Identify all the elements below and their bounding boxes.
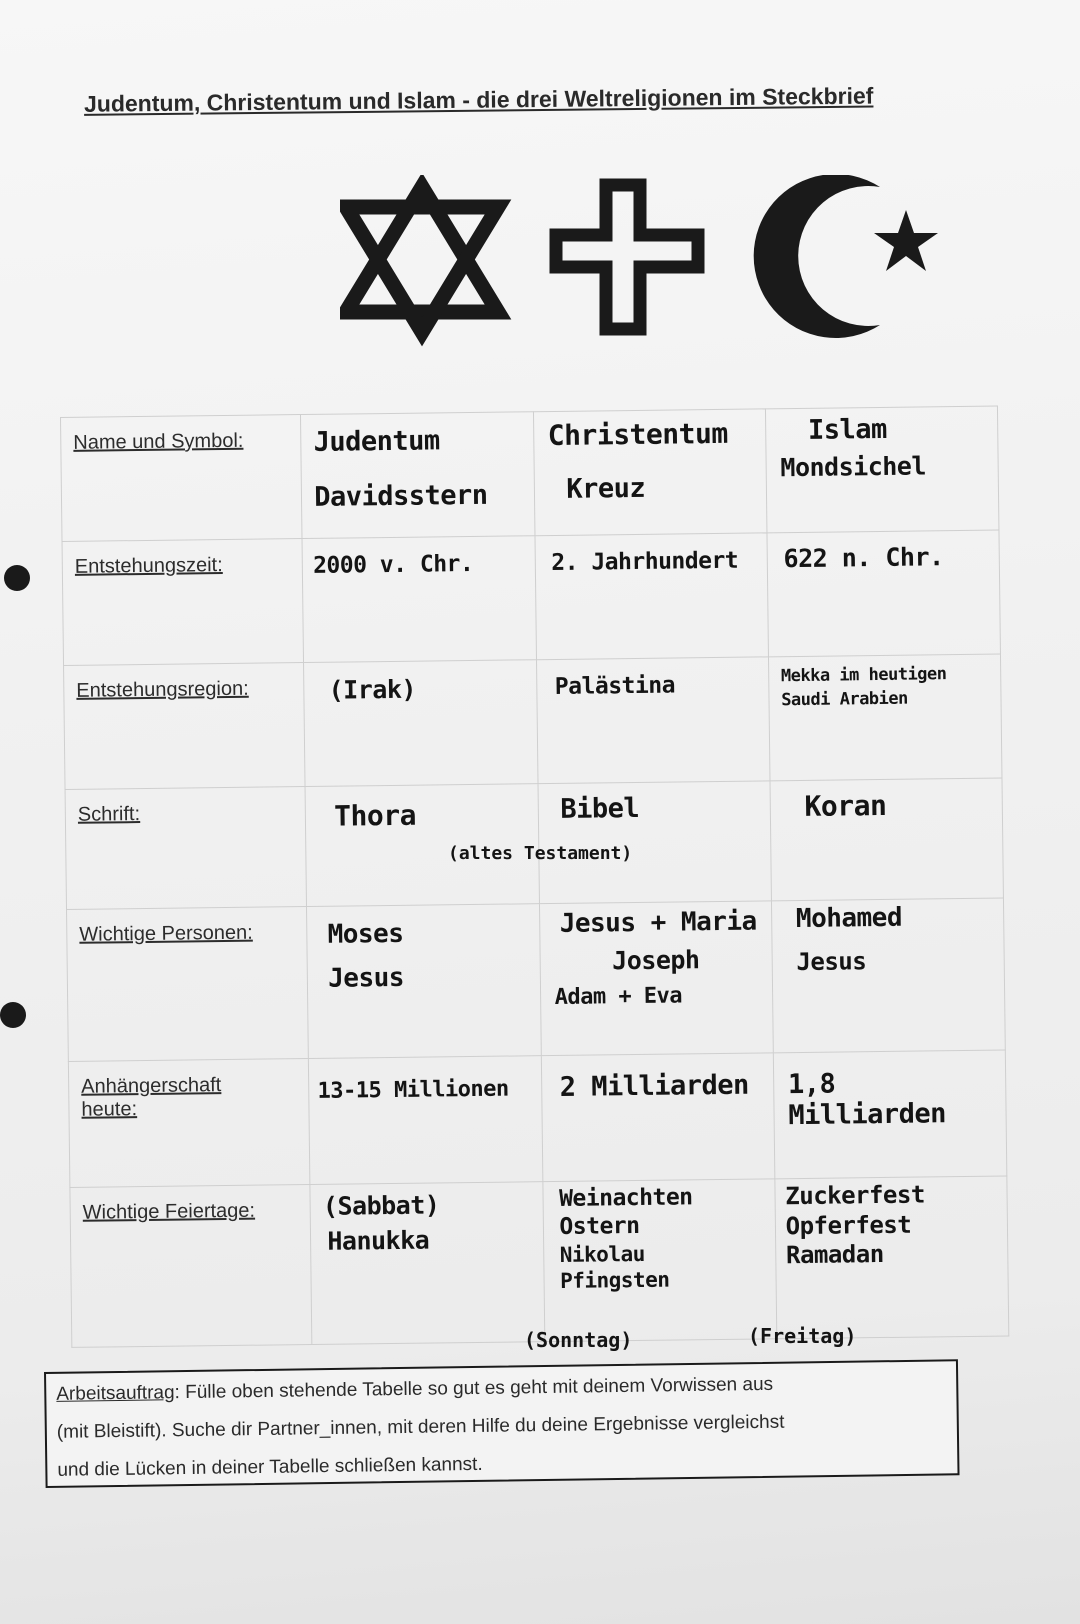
table-row-name-symbol (61, 406, 999, 541)
handwritten-text: Saudi Arabien (781, 688, 908, 710)
handwritten-text: Ostern (559, 1213, 640, 1241)
page-title: Judentum, Christentum und Islam - die drei Weltreligionen im Steckbrief (83, 82, 874, 117)
cell-judentum (302, 536, 536, 663)
handwritten-text: Weinachten (558, 1184, 693, 1212)
row-label-line: heute: (81, 1098, 138, 1121)
punch-hole-top (4, 565, 30, 591)
task-text: : Fülle oben stehende Tabelle so gut es geht mit deinem Vorwissen aus (174, 1373, 774, 1404)
handwritten-text: Thora (333, 798, 417, 833)
table-row-wichtige-personen (67, 898, 1006, 1061)
row-label: Wichtige Feiertage: (70, 1185, 312, 1348)
cell-christentum (535, 533, 769, 660)
handwritten-text: Mohamed (795, 902, 903, 935)
row-label: Entstehungszeit: (62, 539, 304, 666)
handwritten-text: Jesus (796, 947, 867, 976)
handwritten-text: Islam (807, 413, 887, 446)
handwritten-text: Pfingsten (559, 1267, 670, 1293)
cell-judentum (301, 412, 535, 539)
note-sonntag: (Sonntag) (524, 1328, 633, 1352)
handwritten-text: Joseph (612, 945, 700, 976)
cell-islam (767, 530, 1001, 657)
handwritten-text: Mondsichel (780, 451, 927, 483)
note-altes-testament: (altes Testament) (448, 843, 633, 864)
table-row-feiertage (70, 1176, 1009, 1347)
task-line-1 (56, 1374, 773, 1406)
handwritten-text: Palästina (554, 672, 676, 700)
handwritten-text: Moses (327, 918, 404, 950)
row-label-line: Anhängerschaft (81, 1074, 222, 1098)
cell-islam (765, 406, 999, 533)
row-label: Entstehungsregion: (64, 663, 306, 790)
handwritten-text: 1,8 Milliarden (787, 1068, 947, 1132)
handwritten-text: (Irak) (328, 674, 417, 705)
cell-christentum (533, 409, 767, 536)
religions-table (60, 406, 1009, 1348)
task-box (44, 1359, 960, 1488)
handwritten-text: (Sabbat) (322, 1190, 440, 1221)
handwritten-text: Davidsstern (314, 479, 488, 513)
handwritten-text: Adam + Eva (554, 983, 683, 1010)
cell-christentum (542, 1179, 776, 1342)
handwritten-text: Judentum (313, 425, 440, 458)
handwritten-text: Christentum (547, 416, 728, 453)
handwritten-text: 2 Milliarden (559, 1069, 749, 1103)
handwritten-text: 13-15 Millionen (317, 1076, 509, 1104)
cell-islam (768, 654, 1002, 781)
cell-islam (771, 898, 1005, 1053)
handwritten-text: Ramadan (785, 1240, 884, 1270)
handwritten-text: Zuckerfest (785, 1180, 925, 1211)
handwritten-text: 2000 v. Chr. (312, 550, 474, 579)
handwritten-text: Kreuz (566, 473, 646, 506)
cell-judentum (304, 660, 538, 787)
handwritten-text: 622 n. Chr. (783, 542, 944, 574)
punch-hole-bottom (0, 1002, 26, 1028)
crescent-star-icon (754, 175, 938, 338)
cell-christentum (541, 1053, 775, 1182)
handwritten-text: Mekka im heutigen (780, 664, 947, 687)
note-freitag: (Freitag) (748, 1324, 857, 1348)
religion-symbols (340, 175, 980, 360)
cell-judentum (310, 1182, 544, 1345)
cell-islam (775, 1176, 1009, 1339)
handwritten-text: Jesus + Maria (559, 906, 757, 939)
cell-judentum (309, 1056, 543, 1185)
handwritten-text: Koran (804, 788, 887, 823)
cell-islam (770, 778, 1004, 901)
star-of-david-icon (346, 187, 498, 332)
row-label: Name und Symbol: (61, 415, 303, 542)
cell-christentum (536, 657, 770, 784)
cell-christentum (539, 901, 773, 1056)
task-line-2: (mit Bleistift). Suche dir Partner_innen, mit deren Hilfe du deine Ergebnisse vergleichst (56, 1411, 785, 1443)
cross-icon (556, 185, 698, 329)
table-row-entstehungsregion (64, 654, 1002, 789)
table-row-entstehungszeit (62, 530, 1000, 665)
handwritten-text: Opferfest (785, 1210, 912, 1240)
task-label: Arbeitsauftrag (56, 1382, 175, 1405)
cell-islam (773, 1050, 1007, 1179)
handwritten-text: Hanukka (327, 1225, 430, 1256)
handwritten-text: Jesus (327, 962, 405, 994)
handwritten-text: 2. Jahrhundert (551, 547, 739, 577)
table-row-anhaengerschaft (68, 1050, 1006, 1187)
row-label (68, 1059, 310, 1188)
row-label: Wichtige Personen: (67, 907, 309, 1062)
row-label: Schrift: (65, 787, 307, 910)
cell-judentum (307, 904, 541, 1059)
handwritten-text: Nikolau (559, 1241, 645, 1267)
task-line-3: und die Lücken in deiner Tabelle schließen kannst. (57, 1453, 483, 1481)
handwritten-text: Bibel (560, 792, 640, 825)
